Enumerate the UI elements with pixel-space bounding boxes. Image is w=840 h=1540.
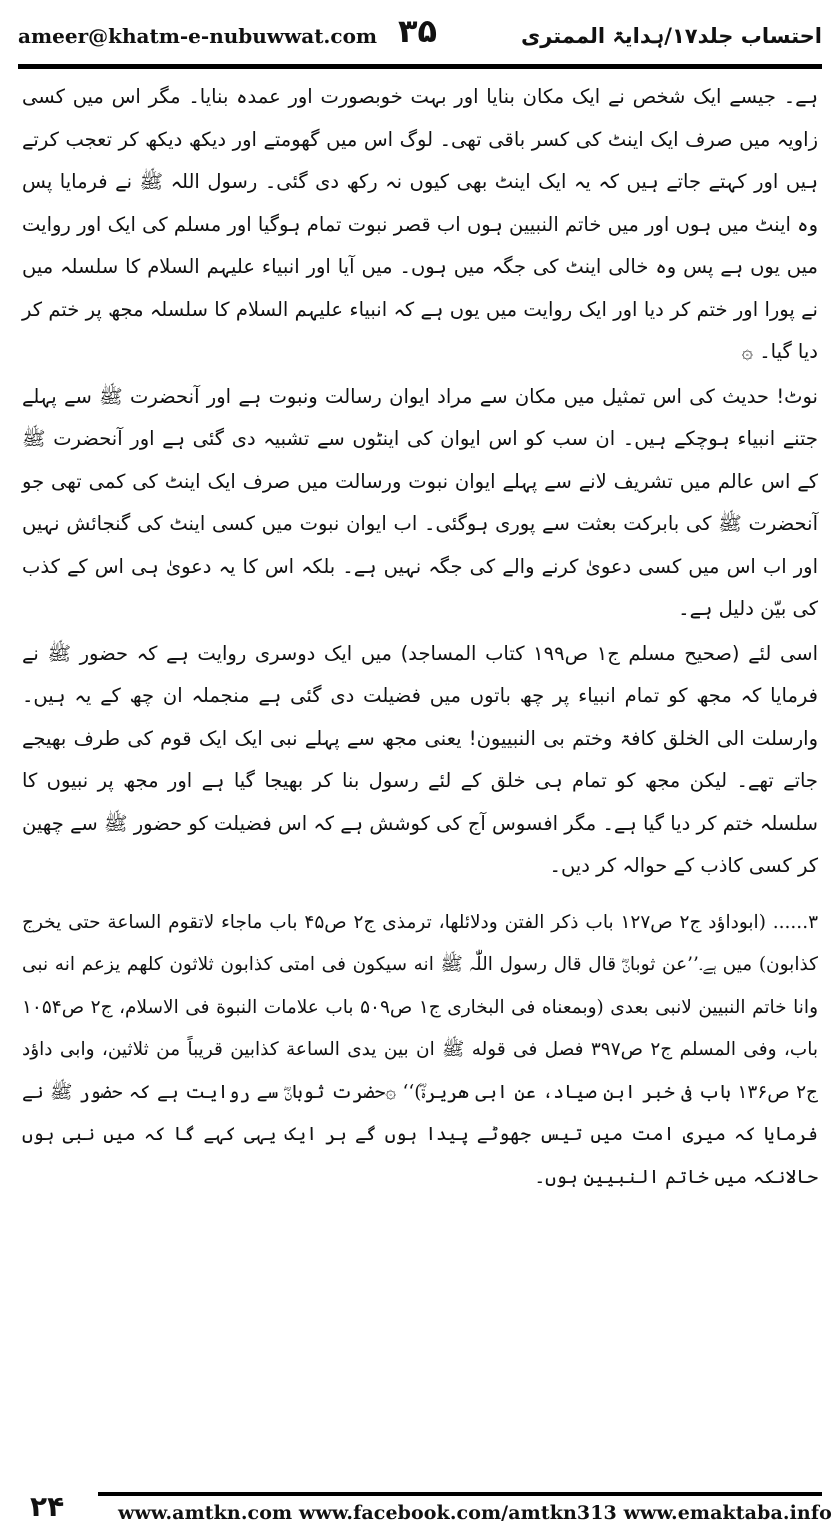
header-rule (18, 64, 822, 69)
body-text (22, 76, 818, 1199)
header-running-title: احتساب جلد۱۷/ہدایۃ الممتری (521, 24, 822, 48)
footer-links[interactable]: www.amtkn.com www.facebook.com/amtkn313 www.emaktaba.info (118, 1502, 832, 1524)
header-email[interactable]: ameer@khatm-e-nubuwwat.com (18, 24, 378, 48)
footer-page-number: ۲۴ (30, 1490, 65, 1523)
footer-rule (98, 1492, 822, 1496)
paragraph-hadith-citation: ۳...... (ابوداؤد ج۲ ص۱۲۷ باب ذکر الفتن ودلائلها، ترمذی ج۲ ص۴۵ باب ماجاء لاتقوم الساعة حتی یخرج کذابون) میں ہے۔’’عن ثوبانؓ قال قال رسول اللّٰہ ﷺ انه سیکون فی امتی کذابون ثلاثون کلهم یزعم انه نبی وانا خاتم النبیین لانبی بعدی (وبمعناه فی البخاری ج۱ ص۵۰۹ باب علامات النبوة فی الاسلام، ج۲ ص۱۰۵۴ باب، وفی المسلم ج۲ ص۳۹۷ فصل فی قوله ﷺ ان بین یدی الساعة کذابین قریباً من ثلاثین، وابی داؤد ج۲ ص۱۳۶ باب فی خبر ابن صیاد، عن ابی هریرةؓ)‘‘ ۞حضرت ثوبانؓ سے روایت ہے کہ حضور ﷺ نے فرمایا کہ میری امت میں تیس جھوٹے پیدا ہوں گے ہر ایک یہی کہے گا کہ میں نبی ہوں حالانکہ میں خاتم النبیین ہوں۔ (22, 911, 819, 1188)
page-header (18, 12, 822, 60)
page-footer (18, 1490, 832, 1534)
paragraph-1: ہے۔ جیسے ایک شخص نے ایک مکان بنایا اور بہت خوبصورت اور عمدہ بنایا۔ مگر اس میں کسی زاویہ میں صرف ایک اینٹ کی کسر باقی تھی۔ لوگ اس میں گھومتے اور دیکھ دیکھ کر تعجب کرتے ہیں اور کہتے جاتے ہیں کہ یہ ایک اینٹ بھی کیوں نہ رکھ دی گئی۔ رسول اللہ ﷺ نے فرمایا پس وہ اینٹ میں ہوں اور میں خاتم النبیین ہوں اب قصر نبوت تمام ہوگیا اور مسلم کی ایک اور روایت میں یوں ہے پس وہ خالی اینٹ کی جگہ میں ہوں۔ میں آیا اور انبیاء علیہم السلام کا سلسلہ میں نے پورا اور ختم کر دیا اور ایک روایت میں یوں ہے کہ انبیاء علیہم السلام کا سلسلہ مجھ پر ختم کر دیا گیا۔ ۞ (22, 85, 818, 363)
paragraph-muslim-narration: اسی لئے (صحیح مسلم ج۱ ص۱۹۹ کتاب المساجد) میں ایک دوسری روایت ہے کہ حضور ﷺ نے فرمایا کہ مجھ کو تمام انبیاء پر چھ باتوں میں فضیلت دی گئی ہے منجملہ ان چھ کے یہ ہیں۔ وارسلت الی الخلق کافۃ وختم بی النبییون! یعنی مجھ سے پہلے نبی ایک ایک قوم کی طرف بھیجے جاتے تھے۔ لیکن مجھ کو تمام ہی خلق کے لئے رسول بنا کر بھیجا گیا ہے اور مجھ پر نبیوں کا سلسلہ ختم کر دیا گیا ہے۔ مگر افسوس آج کی کوشش ہے کہ اس فضیلت کو حضور ﷺ سے چھین کر کسی کاذب کے حوالہ کر دیں۔ (22, 641, 818, 877)
paragraph-note: نوٹ! حدیث کی اس تمثیل میں مکان سے مراد ایوان رسالت ونبوت ہے اور آنحضرت ﷺ سے پہلے جتنے انبیاء ہوچکے ہیں۔ ان سب کو اس ایوان کی اینٹوں سے تشبیہ دی گئی ہے اور آنحضرت ﷺ کے اس عالم میں تشریف لانے سے پہلے ایوان نبوت ورسالت میں صرف ایک اینٹ کی کمی تھی جو آنحضرت ﷺ کی بابرکت بعثت سے پوری ہوگئی۔ اب ایوان نبوت میں کسی اینٹ کی گنجائش نہیں اور اب اس میں کسی دعویٰ کرنے والے کی جگہ نہیں ہے۔ بلکہ اس کا یہ دعویٰ ہی اس کے کذب کی بیّن دلیل ہے۔ (22, 384, 818, 620)
header-page-number: ۳۵ (398, 12, 438, 50)
